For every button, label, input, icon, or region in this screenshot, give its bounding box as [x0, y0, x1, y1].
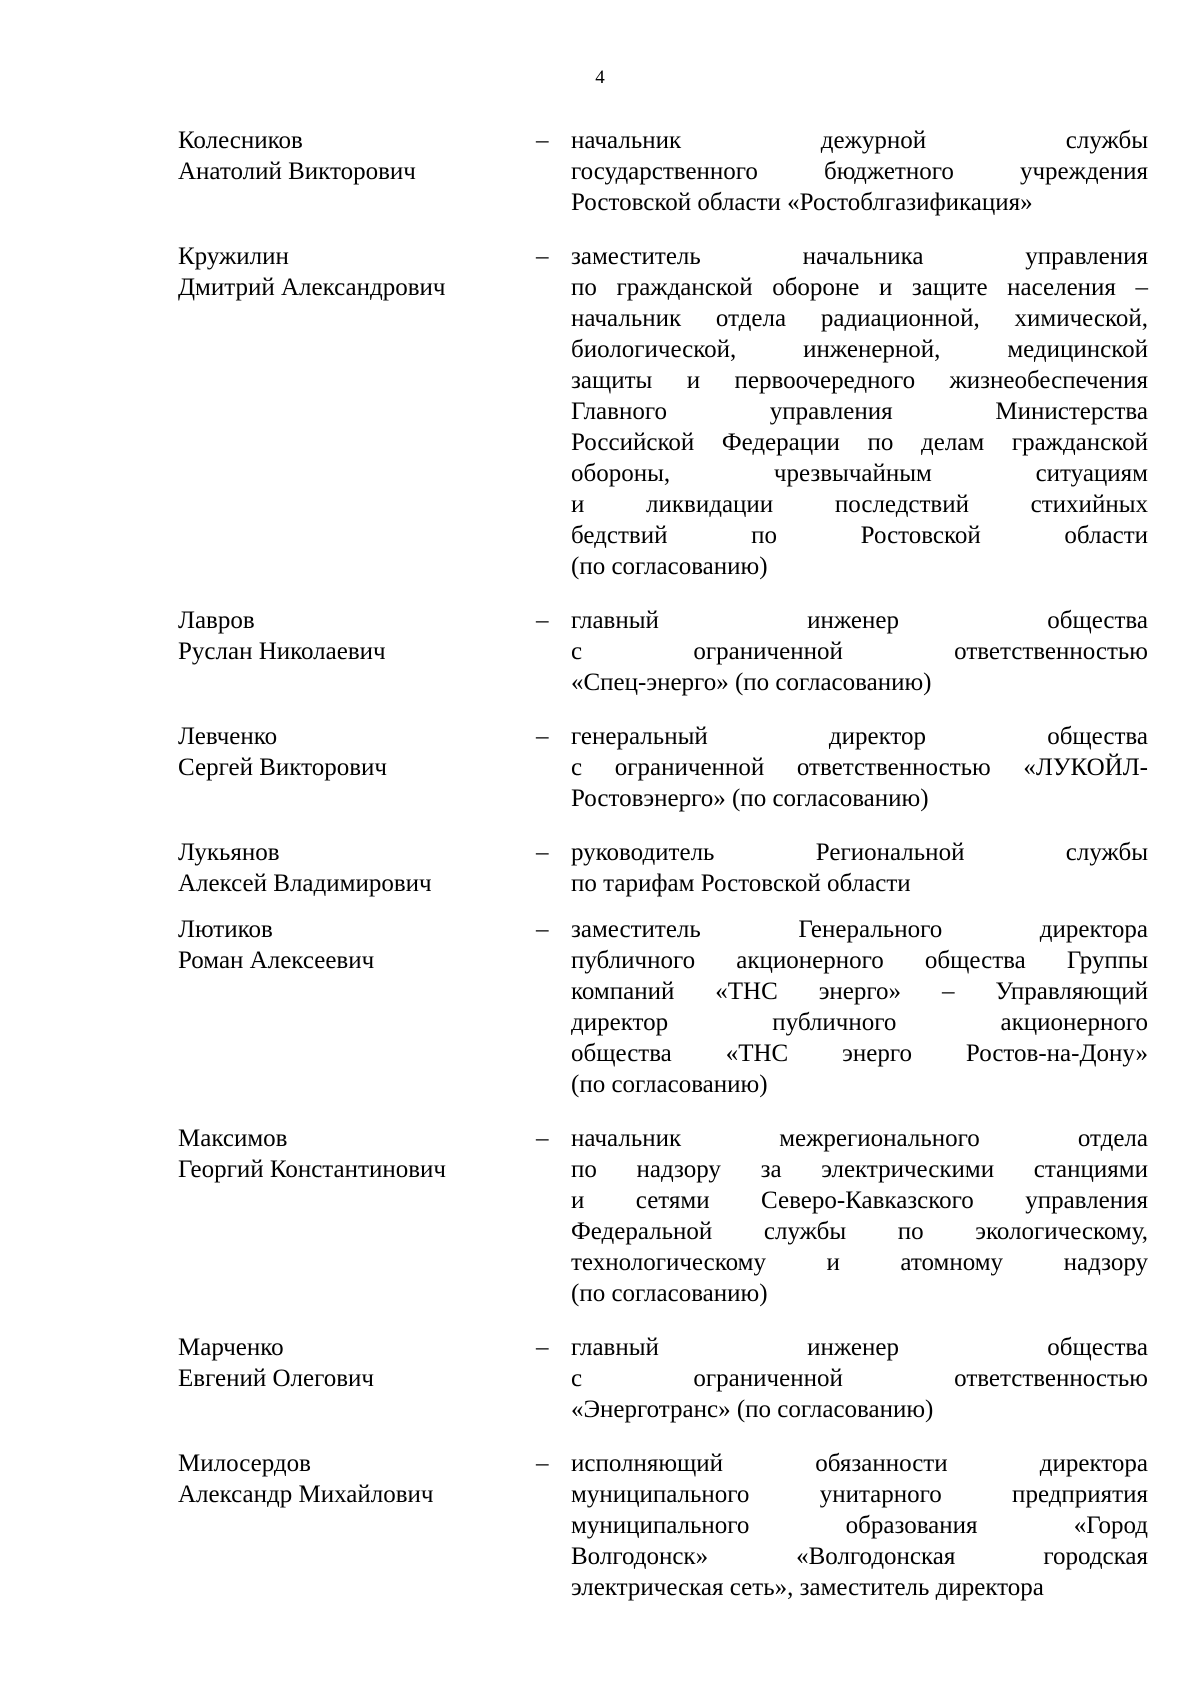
position-line: (по согласованию) — [571, 553, 768, 580]
member-position — [571, 914, 1148, 1100]
member-surname: Максимов — [178, 1125, 288, 1152]
member-given-names: Александр Михайлович — [178, 1481, 434, 1508]
position-line: защиты и первоочередного жизнеобеспечения — [571, 367, 1148, 394]
position-line: и сетями Северо-Кавказского управления — [571, 1187, 1148, 1214]
dash-separator: – — [536, 127, 549, 154]
member-position — [571, 125, 1148, 218]
position-line: руководитель Региональной службы — [571, 839, 1148, 866]
position-line: обороны, чрезвычайным ситуациям — [571, 460, 1148, 487]
position-line: генеральный директор общества — [571, 723, 1148, 750]
member-surname: Марченко — [178, 1334, 284, 1361]
position-line: главный инженер общества — [571, 607, 1148, 634]
member-surname: Кружилин — [178, 243, 289, 270]
member-name — [178, 125, 538, 187]
dash-separator: – — [536, 839, 549, 866]
member-given-names: Руслан Николаевич — [178, 638, 386, 665]
position-line: и ликвидации последствий стихийных — [571, 491, 1148, 518]
member-name — [178, 721, 538, 783]
member-entry — [178, 721, 1148, 814]
dash-separator: – — [536, 607, 549, 634]
member-position — [571, 721, 1148, 814]
member-given-names: Георгий Константинович — [178, 1156, 446, 1183]
position-line: (по согласованию) — [571, 1280, 768, 1307]
member-entry — [178, 1448, 1148, 1603]
member-surname: Лавров — [178, 607, 255, 634]
member-surname: Лютиков — [178, 916, 273, 943]
position-line: по тарифам Ростовской области — [571, 870, 911, 897]
position-line: «Энерготранс» (по согласованию) — [571, 1396, 934, 1423]
member-entry — [178, 605, 1148, 698]
members-list — [178, 125, 1148, 1603]
position-line: бедствий по Ростовской области — [571, 522, 1148, 549]
member-given-names: Дмитрий Александрович — [178, 274, 446, 301]
member-given-names: Алексей Владимирович — [178, 870, 432, 897]
member-given-names: Роман Алексеевич — [178, 947, 375, 974]
member-position — [571, 1448, 1148, 1603]
member-position — [571, 1332, 1148, 1425]
position-line: заместитель Генерального директора — [571, 916, 1148, 943]
position-line: главный инженер общества — [571, 1334, 1148, 1361]
position-line: начальник отдела радиационной, химической, — [571, 305, 1148, 332]
member-position — [571, 837, 1148, 899]
dash-separator: – — [536, 723, 549, 750]
position-line: муниципального образования «Город — [571, 1512, 1148, 1539]
position-line: общества «ТНС энерго Ростов-на-Дону» — [571, 1040, 1148, 1067]
member-entry — [178, 1332, 1148, 1425]
member-given-names: Анатолий Викторович — [178, 158, 416, 185]
member-position — [571, 1123, 1148, 1309]
dash-separator: – — [536, 1334, 549, 1361]
member-given-names: Сергей Викторович — [178, 754, 387, 781]
member-surname: Лукьянов — [178, 839, 280, 866]
member-surname: Милосердов — [178, 1450, 311, 1477]
member-name — [178, 1123, 538, 1185]
position-line: с ограниченной ответственностью «ЛУКОЙЛ- — [571, 754, 1148, 781]
member-entry — [178, 125, 1148, 218]
position-line: биологической, инженерной, медицинской — [571, 336, 1148, 363]
member-entry — [178, 1123, 1148, 1309]
member-name — [178, 605, 538, 667]
position-line: Ростовэнерго» (по согласованию) — [571, 785, 929, 812]
position-line: по надзору за электрическими станциями — [571, 1156, 1148, 1183]
position-line: Федеральной службы по экологическому, — [571, 1218, 1148, 1245]
member-surname: Колесников — [178, 127, 303, 154]
position-line: по гражданской обороне и защите населения – — [571, 274, 1148, 301]
position-line: начальник дежурной службы — [571, 127, 1148, 154]
position-line: (по согласованию) — [571, 1071, 768, 1098]
position-line: «Спец-энерго» (по согласованию) — [571, 669, 932, 696]
dash-separator: – — [536, 1450, 549, 1477]
member-name — [178, 1448, 538, 1510]
position-line: публичного акционерного общества Группы — [571, 947, 1148, 974]
member-entry — [178, 914, 1148, 1100]
position-line: Российской Федерации по делам гражданской — [571, 429, 1148, 456]
dash-separator: – — [536, 916, 549, 943]
member-entry — [178, 241, 1148, 582]
position-line: компаний «ТНС энерго» – Управляющий — [571, 978, 1148, 1005]
member-name — [178, 1332, 538, 1394]
position-line: с ограниченной ответственностью — [571, 638, 1148, 665]
position-line: электрическая сеть», заместитель директора — [571, 1574, 1044, 1601]
page-number: 4 — [595, 67, 605, 88]
member-name — [178, 241, 538, 303]
position-line: директор публичного акционерного — [571, 1009, 1148, 1036]
position-line: государственного бюджетного учреждения — [571, 158, 1148, 185]
position-line: Главного управления Министерства — [571, 398, 1148, 425]
member-position — [571, 605, 1148, 698]
position-line: Ростовской области «Ростоблгазификация» — [571, 189, 1033, 216]
member-given-names: Евгений Олегович — [178, 1365, 374, 1392]
position-line: начальник межрегионального отдела — [571, 1125, 1148, 1152]
member-name — [178, 837, 538, 899]
member-name — [178, 914, 538, 976]
member-entry — [178, 837, 1148, 899]
dash-separator: – — [536, 243, 549, 270]
position-line: Волгодонск» «Волгодонская городская — [571, 1543, 1148, 1570]
member-surname: Левченко — [178, 723, 278, 750]
position-line: технологическому и атомному надзору — [571, 1249, 1148, 1276]
dash-separator: – — [536, 1125, 549, 1152]
position-line: с ограниченной ответственностью — [571, 1365, 1148, 1392]
position-line: заместитель начальника управления — [571, 243, 1148, 270]
member-position — [571, 241, 1148, 582]
position-line: муниципального унитарного предприятия — [571, 1481, 1148, 1508]
position-line: исполняющий обязанности директора — [571, 1450, 1148, 1477]
